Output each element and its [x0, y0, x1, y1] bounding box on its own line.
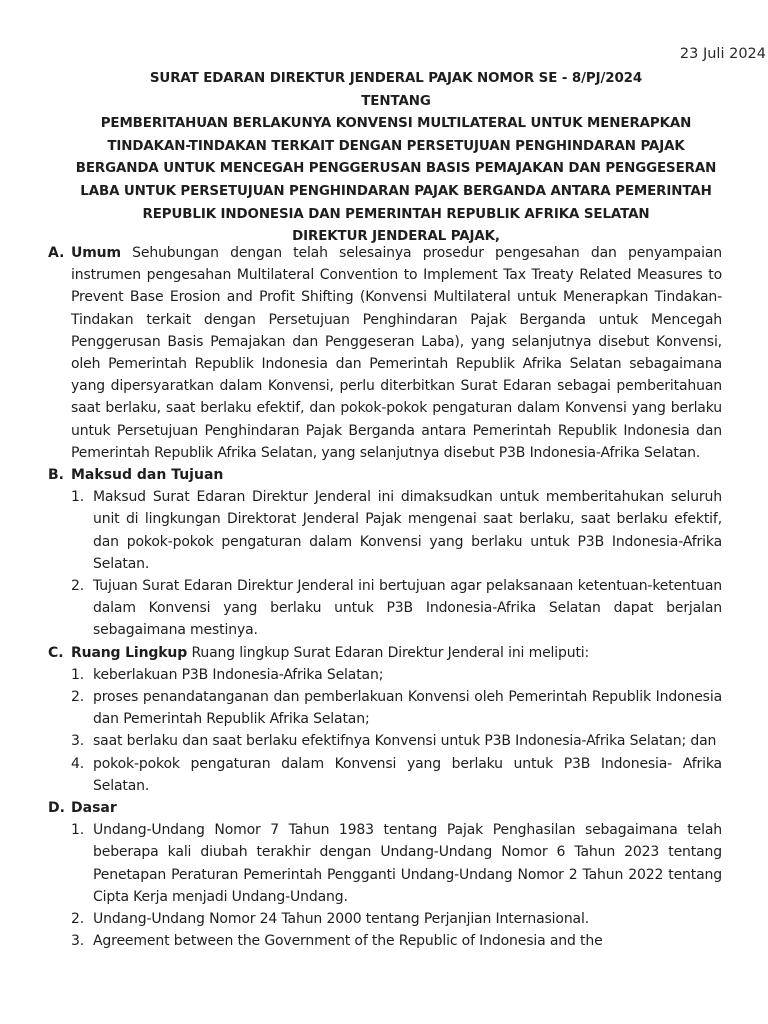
heading-line: REPUBLIK INDONESIA DAN PEMERINTAH REPUBLIK AFRIKA SELATAN: [142, 206, 650, 222]
heading-line: SURAT EDARAN DIREKTUR JENDERAL PAJAK NOMOR SE - 8/PJ/2024: [149, 71, 643, 86]
list-item-text: Tujuan Surat Edaran Direktur Jenderal ini bertujuan agar pelaksanaan ketentuan-ketentuan dalam Konvensi yang berlaku untuk P3B Indonesia-Afrika Selatan dapat berjalan sebagaimana mestinya.: [93, 578, 722, 639]
heading-line: DIREKTUR JENDERAL PAJAK,: [292, 229, 500, 245]
list-item-number: 3.: [71, 733, 85, 750]
section-text: Sehubungan dengan telah selesainya prosedur pengesahan dan penyampaian instrumen pengesahan Multilateral Convention to Implement Tax Treaty Related Measures to Prevent Base Erosion and Profit Shifting (Konvensi Multilateral untuk Menerapkan Tindakan-Tindakan terkait dengan Persetujuan Penghindaran Pajak Berganda untuk Mencegah Penggerusan Basis Pemajakan dan Penggeseran Laba), yang selanjutnya disebut Konvensi, oleh Pemerintah Republik Indonesia dan Pemerintah Republik Afrika Selatan sebagaimana yang dipersyaratkan dalam Konvensi, perlu diterbitkan Surat Edaran sebagai pemberitahuan saat berlaku, saat berlaku efektif, dan pokok-pokok pengaturan dalam Konvensi yang berlaku untuk Persetujuan Penghindaran Pajak Berganda antara Pemerintah Republik Indonesia dan Pemerintah Republik Afrika Selatan, yang selanjutnya disebut P3B Indonesia-Afrika Selatan.: [71, 245, 722, 461]
section-title: Ruang Lingkup: [71, 644, 188, 661]
section-text: Ruang lingkup Surat Edaran Direktur Jenderal ini meliputi:: [191, 644, 590, 661]
list-item: [71, 686, 722, 730]
list-item: [71, 664, 722, 686]
heading-line: PEMBERITAHUAN BERLAKUNYA KONVENSI MULTILATERAL UNTUK MENERAPKAN: [100, 116, 692, 132]
document-heading: [40, 68, 752, 249]
section-letter: B.: [48, 467, 64, 484]
list-item-number: 1.: [71, 489, 85, 506]
document-date: 23 Juli 2024: [679, 46, 766, 62]
list-item-number: 1.: [71, 822, 85, 839]
list-item: [71, 908, 722, 930]
section-title: Dasar: [71, 800, 117, 817]
section-letter: C.: [48, 644, 64, 661]
document-body: [48, 242, 722, 953]
section-paragraph: [71, 242, 722, 464]
list-item-text: keberlakuan P3B Indonesia-Afrika Selatan;: [93, 666, 384, 683]
section-paragraph: [71, 642, 722, 664]
list-item-number: 3.: [71, 933, 85, 950]
list-item: [71, 819, 722, 908]
list-item-number: 1.: [71, 666, 85, 683]
section-ruang-lingkup: [48, 642, 722, 797]
section-maksud-tujuan: [48, 464, 722, 642]
list-item: [71, 730, 722, 752]
list-item-text: pokok-pokok pengaturan dalam Konvensi yang berlaku untuk P3B Indonesia- Afrika Selatan.: [93, 755, 722, 794]
list-item-text: proses penandatanganan dan pemberlakuan Konvensi oleh Pemerintah Republik Indonesia dan Pemerintah Republik Afrika Selatan;: [93, 689, 722, 728]
list-item-text: Maksud Surat Edaran Direktur Jenderal ini dimaksudkan untuk memberitahukan seluruh unit di lingkungan Direktorat Jenderal Pajak mengenai saat berlaku, saat berlaku efektif, dan pokok-pokok pengaturan dalam Konvensi yang berlaku untuk P3B Indonesia-Afrika Selatan.: [93, 489, 722, 572]
list-item-number: 4.: [71, 755, 85, 772]
list-item-number: 2.: [71, 689, 85, 706]
list-item: [71, 575, 722, 642]
heading-line: BERGANDA UNTUK MENCEGAH PENGGERUSAN BASIS PEMAJAKAN DAN PENGGESERAN: [75, 161, 717, 177]
list-item: [71, 486, 722, 575]
heading-line: TINDAKAN-TINDAKAN TERKAIT DENGAN PERSETUJUAN PENGHINDARAN PAJAK: [107, 138, 685, 154]
list-item-text: Agreement between the Government of the Republic of Indonesia and the: [93, 933, 603, 950]
list-item-number: 2.: [71, 578, 85, 595]
list-item: [71, 753, 722, 797]
section-list: [71, 486, 722, 641]
list-item: [71, 930, 722, 952]
section-dasar: [48, 797, 722, 952]
section-umum: [48, 242, 722, 464]
section-title: Maksud dan Tujuan: [71, 467, 224, 484]
list-item-text: Undang-Undang Nomor 7 Tahun 1983 tentang Pajak Penghasilan sebagaimana telah beberapa kali diubah terakhir dengan Undang-Undang Nomor 6 Tahun 2023 tentang Penetapan Peraturan Pemerintah Pengganti Undang-Undang Nomor 2 Tahun 2022 tentang Cipta Kerja menjadi Undang-Undang.: [93, 822, 722, 905]
heading-line: TENTANG: [361, 93, 431, 109]
list-item-number: 2.: [71, 911, 85, 928]
section-letter: D.: [48, 800, 65, 817]
list-item-text: saat berlaku dan saat berlaku efektifnya Konvensi untuk P3B Indonesia-Afrika Selatan; dan: [93, 733, 717, 750]
section-title: Umum: [71, 245, 121, 261]
section-list: [71, 664, 722, 797]
section-letter: A.: [48, 245, 65, 261]
list-item-text: Undang-Undang Nomor 24 Tahun 2000 tentang Perjanjian Internasional.: [93, 911, 590, 928]
section-list: [71, 819, 722, 952]
heading-line: LABA UNTUK PERSETUJUAN PENGHINDARAN PAJAK BERGANDA ANTARA PEMERINTAH: [80, 183, 712, 199]
